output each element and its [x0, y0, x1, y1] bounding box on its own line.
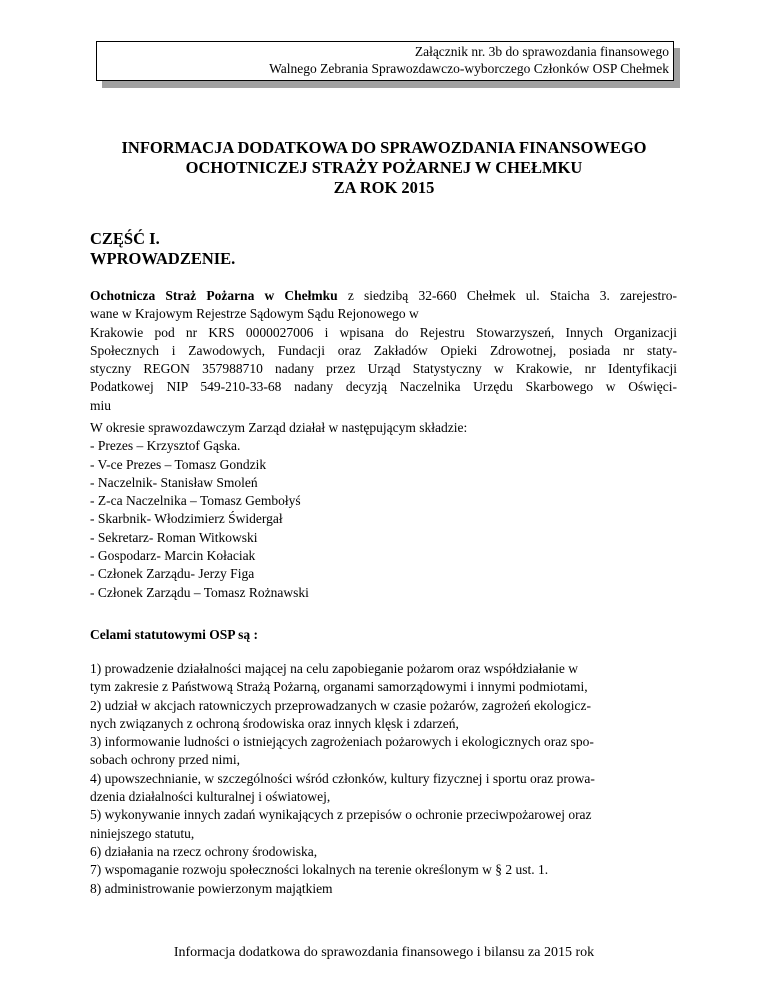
intro-line-2: wane w Krajowym Rejestrze Sądowym Sądu Rejonowego w	[90, 306, 419, 322]
page-footer: Informacja dodatkowa do sprawozdania finansowego i bilansu za 2015 rok	[173, 945, 595, 960]
board-member: - V-ce Prezes – Tomasz Gondzik	[90, 456, 267, 472]
goal-line: nych związanych z ochroną środowiska oraz innych klęsk i zdarzeń,	[90, 715, 459, 731]
title-line-3: ZA ROK 2015	[333, 178, 435, 197]
board-member: - Prezes – Krzysztof Gąska.	[90, 438, 241, 454]
title-line-2: OCHOTNICZEJ STRAŻY POŻARNEJ W CHEŁMKU	[185, 158, 583, 177]
intro-line-5: styczny REGON 357988710 nadany przez Urząd Statystyczny w Krakowie, nr Identyfikacji	[90, 361, 677, 377]
goal-line: tym zakresie z Państwową Strażą Pożarną, organami samorządowymi i innymi podmiotami,	[90, 679, 588, 695]
goal-line: dzenia działalności kulturalnej i oświatowej,	[90, 789, 331, 805]
goal-line: 1) prowadzenie działalności mającej na celu zapobieganie pożarom oraz współdziałanie w	[90, 661, 579, 676]
header-note-line-2: Walnego Zebrania Sprawozdawczo-wyborczego Członków OSP Chełmek	[269, 61, 669, 76]
intro-line-4: Społecznych i Zawodowych, Fundacji oraz Zakładów Opieki Zdrowotnej, posiada nr staty-	[90, 342, 677, 358]
header-note-line-1: Załącznik nr. 3b do sprawozdania finansowego	[414, 44, 669, 59]
board-member: - Sekretarz- Roman Witkowski	[90, 529, 258, 545]
goal-line: 7) wspomaganie rozwoju społeczności lokalnych na terenie określonym w § 2 ust. 1.	[90, 862, 549, 878]
intro-line-1	[90, 287, 677, 305]
goals-heading: Celami statutowymi OSP są :	[90, 627, 258, 642]
section-name: WPROWADZENIE.	[90, 249, 236, 268]
section-heading	[90, 229, 235, 269]
intro-line-3: Krakowie pod nr KRS 0000027006 i wpisana do Rejestru Stowarzyszeń, Innych Organizacji	[90, 324, 677, 340]
board-member: - Z-ca Naczelnika – Tomasz Gembołyś	[90, 493, 301, 509]
goal-line: sobach ochrony przed nimi,	[90, 752, 240, 768]
board-member: - Skarbnik- Włodzimierz Świdergał	[90, 511, 283, 527]
title-line-1: INFORMACJA DODATKOWA DO SPRAWOZDANIA FINANSOWEGO	[121, 138, 647, 157]
intro-line-6: Podatkowej NIP 549-210-33-68 nadany decyzją Naczelnika Urzędu Skarbowego w Oświęci-	[90, 379, 677, 395]
board-member: - Gospodarz- Marcin Kołaciak	[90, 548, 256, 564]
goal-line: 3) informowanie ludności o istniejących zagrożeniach pożarowych i ekologicznych oraz spo-	[90, 734, 594, 750]
intro-line-1-rest: z siedzibą 32-660 Chełmek ul. Staicha 3. zarejestro-	[337, 288, 677, 303]
intro-line-7: miu	[90, 397, 112, 413]
goal-line: 2) udział w akcjach ratowniczych przeprowadzanych w czasie pożarów, zagrożeń ekologicz-	[90, 697, 591, 713]
header-note	[96, 41, 674, 81]
goal-line: niniejszego statutu,	[90, 825, 195, 841]
goal-line: 8) administrowanie powierzonym majątkiem	[90, 880, 333, 896]
board-member: - Członek Zarządu- Jerzy Figa	[90, 566, 255, 582]
board-member: - Członek Zarządu – Tomasz Rożnawski	[90, 584, 309, 600]
section-number: CZĘŚĆ I.	[90, 229, 160, 248]
board-composition	[90, 419, 467, 602]
goal-line: 6) działania na rzecz ochrony środowiska,	[90, 843, 318, 859]
goals-list	[90, 660, 677, 898]
intro-paragraph	[90, 287, 677, 415]
board-intro: W okresie sprawozdawczym Zarząd działał w następującym składzie:	[90, 420, 468, 435]
document-title	[0, 138, 768, 198]
org-name: Ochotnicza Straż Pożarna w Chełmku	[90, 288, 338, 303]
goal-line: 4) upowszechnianie, w szczególności wśród członków, kultury fizycznej i sportu oraz prowa-	[90, 770, 595, 786]
goal-line: 5) wykonywanie innych zadań wynikających z przepisów o ochronie przeciwpożarowej oraz	[90, 807, 592, 823]
board-member: - Naczelnik- Stanisław Smoleń	[90, 474, 258, 490]
